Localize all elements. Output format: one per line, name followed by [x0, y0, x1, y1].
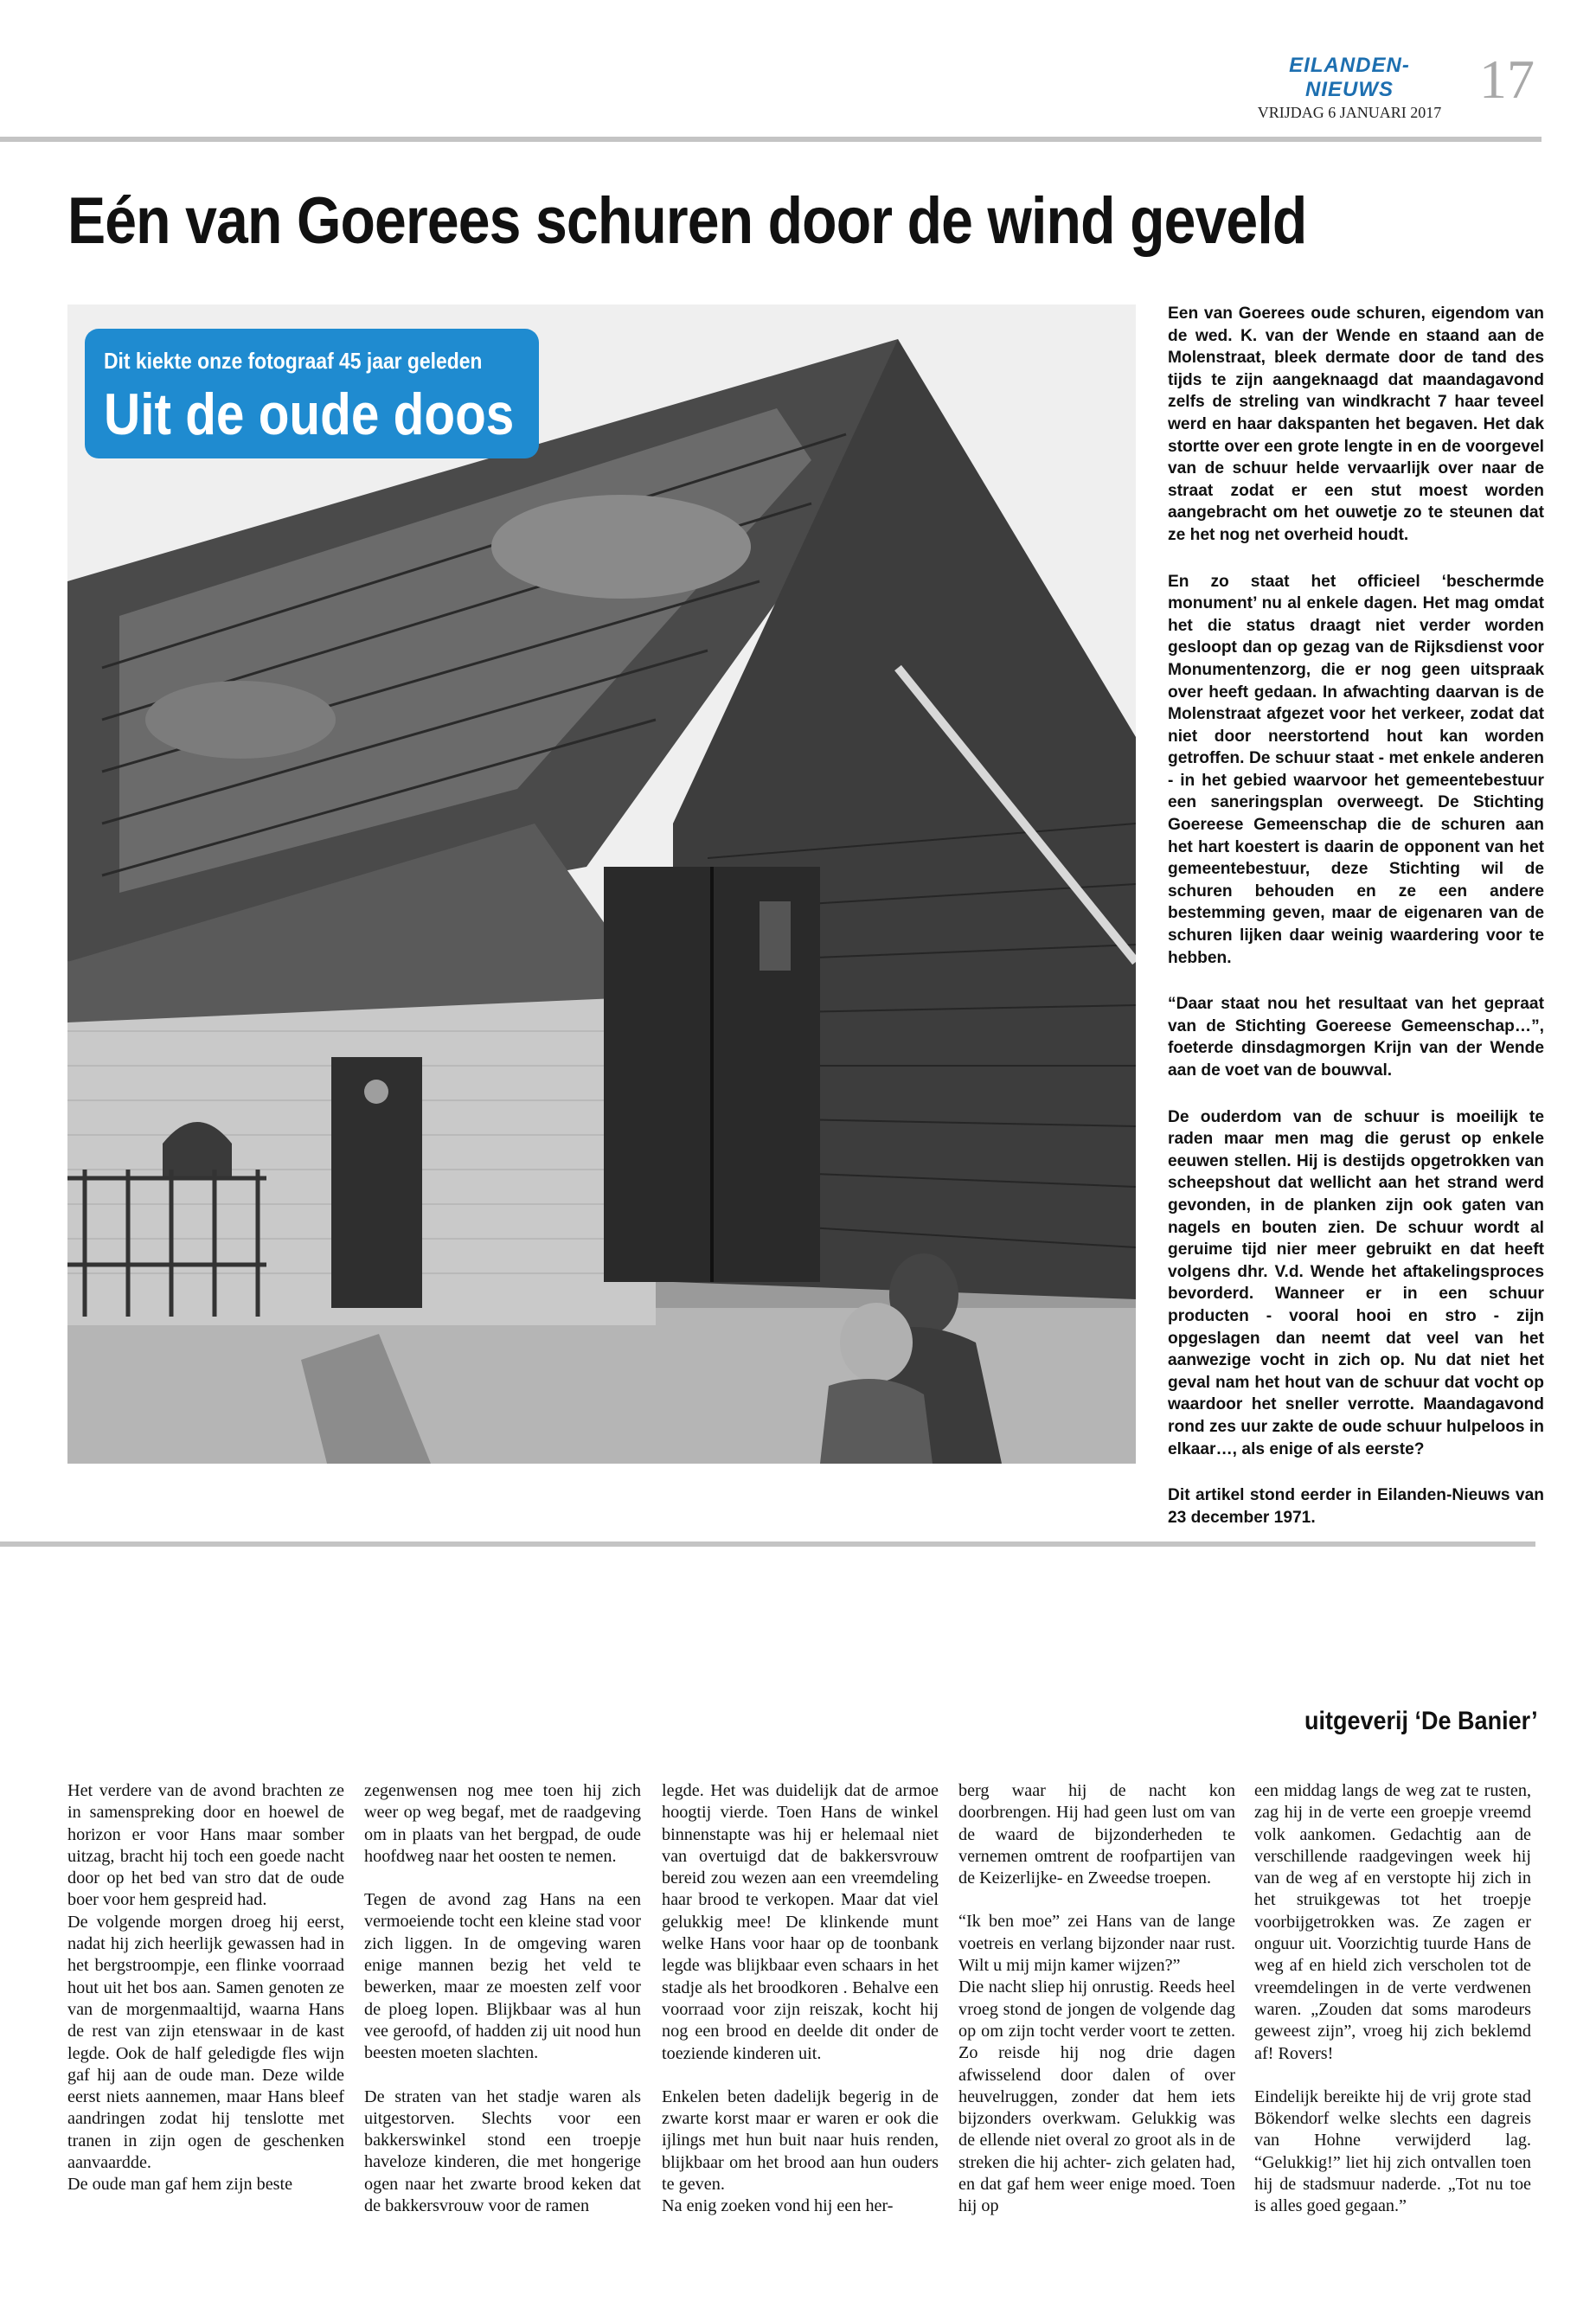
- story-paragraph: Eindelijk bereikte hij de vrij grote stad Bökendorf welke slechts een dagreis van Hohne verwijderd lag. “Gelukkig!” liet hij zich ontvallen toen hij de stadsmuur naderde. „Tot nu toe is alles goed gegaan.”: [1254, 2086, 1531, 2216]
- story-column-2: [364, 1780, 641, 2239]
- story-paragraph: Het verdere van de avond brachten ze in samenspreking door en hoewel de horizon er voor Hans maar somber uitzag, bracht hij toch een goede nacht door op het bed van stro dat de oude boer voor hem gespreid had. De volgende morgen droeg hij eerst, nadat hij zich heerlijk gewassen had in het bergstroompje, een flinke voorraad hout uit het bos aan. Samen genoten ze van de morgenmaaltijd, waarna Hans de rest van zijn etenswaar in de kast legde. Ook de half geledigde fles wijn gaf hij aan de oude man. Deze wilde eerst niets aannemen, maar Hans bleef aandringen zodat hij tenslotte met tranen in zijn ogen de geschenken aanvaardde. De oude man gaf hem zijn beste: [67, 1781, 344, 2195]
- archive-badge: [85, 329, 539, 458]
- story-paragraph: berg waar hij de nacht kon doorbrengen. Hij had geen lust om van de waard de bijzonderheden te vernemen omtrent de roofpartijen van de Keizerlijke- en Zweedse troepen.: [958, 1781, 1235, 1888]
- story-column-4: [958, 1780, 1235, 2240]
- middle-divider: [0, 1541, 1535, 1547]
- story-paragraph: een middag langs de weg zat te rusten, zag hij in de verte een groepje vreemd volk aankomen. Gedachtig aan de verschillende raadgevingen week hij van de weg af en verstopte hij zich in het struikgewas tot het troepje voorbijgetrokken was. Ze zagen er onguur uit. Voorzichtig tuurde Hans de weg af en hield zich verscholen tot de vreemdelingen in de verte verdwenen waren. „Zouden dat soms marodeurs geweest zijn”, vroeg hij zich beklemd af! Rovers!: [1254, 1781, 1531, 2063]
- sidebar-paragraph: “Daar staat nou het resultaat van het gepraat van de Stichting Goereese Gemeenschap…”, foeterde dinsdagmorgen Krijn van der Wende aan de voet van de bouwval.: [1168, 995, 1544, 1080]
- story-column-1: [67, 1780, 344, 2218]
- publisher-label: uitgeverij ‘De Banier’: [1304, 1707, 1538, 1735]
- barn-illustration: [67, 304, 1136, 1464]
- article-headline: Eén van Goerees schuren door de wind geveld: [67, 184, 1307, 258]
- badge-title: Uit de oude doos: [104, 381, 515, 447]
- story-paragraph: Tegen de avond zag Hans na een vermoeiende tocht een kleine stad voor zich liggen. In de omgeving waren enige mannen bezig het veld te bewerken, maar ze moesten zelf voor de ploeg lopen. Blijkbaar was al hun vee geroofd, of hadden zij uit nood hun beesten moeten slachten.: [364, 1890, 641, 2063]
- story-paragraph: “Ik ben moe” zei Hans van de lange voetreis en verlang bijzonder naar rust. Wilt u mij mijn kamer wijzen?” Die nacht sliep hij onrustig. Reeds heel vroeg stond de jongen de volgende dag op om zijn tocht verder voort te zetten. Zo reisde hij nog drie dagen afwisselend door dalen of over heuvelruggen, zonder dat hem iets bijzonders overkwam. Gelukkig was de ellende niet overal zo groot als in de streken die hij achter- zich gelaten had, en dat gaf hem weer enige moed. Toen hij op: [958, 1912, 1235, 2216]
- sidebar-paragraph: De ouderdom van de schuur is moeilijk te raden maar men mag die gerust op enkele eeuwen stellen. Hij is destijds opgetrokken van scheepshout dat wellicht aan het strand werd gevonden, in de planken zijn ook gaten van nagels en bouten zien. De schuur wordt al geruime tijd nier meer gebruikt en dat heeft volgens dhr. V.d. Wende het aftakelingsproces bevorderd. Wanneer er in een schuur producten - vooral hooi en stro - zijn opgeslagen dan neemt dat veel van het aanwezige vocht in zich op. Nu dat niet het geval nam het hout van de schuur dat vocht op waardoor het sneller verrotte. Maandagavond rond zes uur zakte de oude schuur hulpeloos in elkaar…, als enige of als eerste?: [1168, 1107, 1544, 1458]
- issue-date: VRIJDAG 6 JANUARI 2017: [1257, 104, 1442, 121]
- article-sidebar: [1168, 303, 1544, 1553]
- sidebar-paragraph: Een van Goerees oude schuren, eigendom van de wed. K. van der Wende en staand aan de Molenstraat, bleek dermate door de tand des tijds te zijn aangeknaagd dat maandagavond zelfs de streling van windkracht 7 haar teveel werd en haar dakspanten het begaven. Het dak stortte over een grote lengte in en de voorgevel van de schuur helde vervaarlijk over naar de straat zodat er een stut moest worden aangebracht om het ouwetje zo te steunen dat ze het nog net overheid houdt.: [1168, 304, 1544, 544]
- story-paragraph: De straten van het stadje waren als uitgestorven. Slechts voor een bakkerswinkel stond een troepje haveloze kinderen, die met hongerige ogen naar het zwarte brood keken dat de bakkersvrouw voor de ramen: [364, 2086, 641, 2216]
- masthead: [1246, 54, 1453, 122]
- story-column-5: [1254, 1780, 1531, 2240]
- badge-subtitle: Dit kiekte onze fotograaf 45 jaar geleden: [104, 348, 483, 374]
- newspaper-logo: EILANDEN-NIEUWS: [1289, 54, 1410, 101]
- story-paragraph: legde. Het was duidelijk dat de armoe hoogtij vierde. Toen Hans de winkel binnenstapte was hij er helemaal niet van overtuigd dat de bakkersvrouw bereid zou wezen aan een vreemdeling haar brood te verkopen. Maar dat viel gelukkig mee! De klinkende munt welke Hans voor haar op de toonbank legde was blijkbaar even schaars in het stadje als het broodkoren . Behalve een voorraad voor zijn reiszak, kocht hij nog een brood en deelde dit onder de toeziende kinderen uit.: [662, 1781, 939, 2063]
- story-paragraph: Enkelen beten dadelijk begerig in de zwarte korst maar er waren er ook die ijlings met hun buit naar huis renden, blijkbaar om het brood aan hun ouders te geven. Na enig zoeken vond hij een her-: [662, 2086, 939, 2216]
- top-divider: [0, 137, 1542, 142]
- page-number: 17: [1479, 48, 1535, 110]
- story-column-3: [662, 1780, 939, 2240]
- sidebar-paragraph: En zo staat het officieel ‘beschermde monument’ nu al enkele dagen. Het mag omdat het die status draagt niet verder worden gesloopt dan op gezag van de Rijksdienst voor Monumentenzorg, die er nog geen uitspraak over heeft gedaan. In afwachting daarvan is de Molenstraat afgezet voor het verkeer, zodat dat niet door neerstortend hout kan worden getroffen. De schuur staat - met enkele anderen - in het gebied waarvoor het gemeentebestuur een saneringsplan overweegt. De Stichting Goereese Gemeenschap die de schuren aan het hart koestert is daarin de opponent van het gemeentebestuur, deze Stichting wil de schuren behouden en ze een andere bestemming geven, maar de eigenaren van de schuren lijken daar weinig waardering voor te hebben.: [1168, 572, 1544, 967]
- barn-photo: [67, 304, 1136, 1464]
- story-paragraph: zegenwensen nog mee toen hij zich weer op weg begaf, met de raadgeving om in plaats van het bergpad, de oude hoofdweg naar het oosten te nemen.: [364, 1781, 641, 1866]
- sidebar-paragraph: Dit artikel stond eerder in Eilanden-Nieuws van 23 december 1971.: [1168, 1486, 1544, 1527]
